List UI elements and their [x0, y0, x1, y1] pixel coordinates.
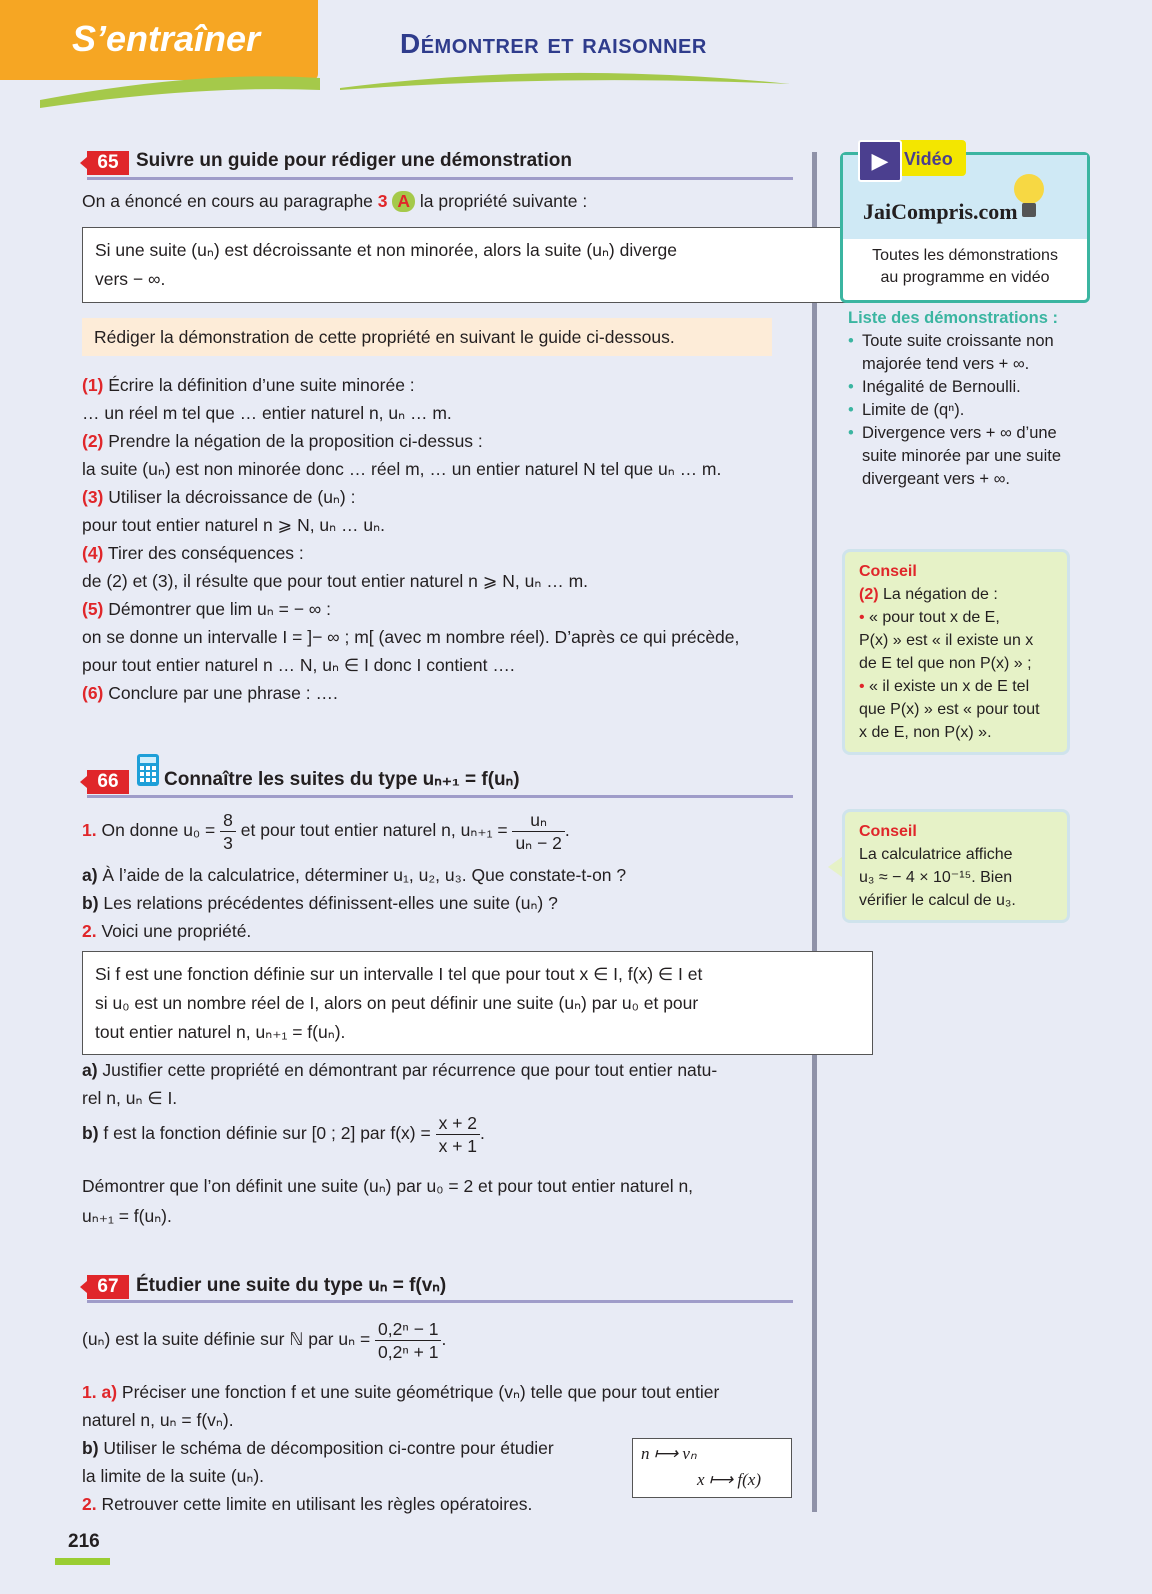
ex66-q2c: Démontrer que l’on définit une suite (uₙ) par u₀ = 2 et pour tout entier naturel n, — [82, 1176, 694, 1196]
property-box: Si f est une fonction définie sur un intervalle I tel que pour tout x ∈ I, f(x) ∈ I et si u₀ est un nombre réel de I, alors on peut définir une suite (uₙ) par u₀ et pour tout entier naturel n, uₙ₊₁ = f(uₙ). — [82, 951, 873, 1055]
play-icon[interactable]: ▶ — [858, 140, 902, 182]
guide-steps — [82, 371, 739, 707]
ex67-q1a-cont: naturel n, uₙ = f(vₙ). — [82, 1410, 234, 1430]
guide-step: … un réel m tel que … entier naturel n, uₙ … m. — [82, 403, 452, 423]
list-item: • Divergence vers + ∞ d’une suite minorée par une suite divergeant vers + ∞. — [848, 422, 1083, 491]
ex66-q2a: a) Justifier cette propriété en démontrant par récurrence que pour tout entier natu- — [82, 1060, 718, 1080]
exercise-number: 66 — [87, 770, 129, 794]
page-number: 216 — [68, 1531, 100, 1552]
ex67-q2: 2. Retrouver cette limite en utilisant les règles opératoires. — [82, 1494, 533, 1514]
property-box: Si une suite (uₙ) est décroissante et non minorée, alors la suite (uₙ) diverge vers − ∞. — [82, 227, 873, 303]
title-rule — [87, 795, 793, 798]
section-title: Démontrer et raisonner — [400, 28, 707, 59]
guide-step: (1) Écrire la définition d’une suite minorée : — [82, 375, 415, 395]
decomposition-scheme: n ⟼ vₙ x ⟼ f(x) — [632, 1438, 792, 1498]
guide-step: (6) Conclure par une phrase : …. — [82, 683, 338, 703]
ex66-q2: 2. Voici une propriété. — [82, 921, 252, 941]
advice-pointer — [828, 857, 842, 877]
guide-step: (5) Démontrer que lim uₙ = − ∞ : — [82, 599, 331, 619]
video-label: Vidéo — [904, 149, 953, 169]
task-banner: Rédiger la démonstration de cette propriété en suivant le guide ci-dessous. — [82, 318, 772, 356]
ex67-definition: (uₙ) est la suite définie sur ℕ par uₙ = $\frac{\text{0,2ⁿ − 1}}{\text{0,2ⁿ + 1}}$ . — [82, 1319, 447, 1362]
advice-box: Conseil La calculatrice affiche u₃ ≈ − 4 × 10⁻¹⁵. Bien vérifier le calcul de u₃. — [842, 809, 1070, 923]
brand-logo: JaiCompris.com — [863, 199, 1018, 224]
ex67-q1b-cont: la limite de la suite (uₙ). — [82, 1466, 265, 1486]
ex66-q1: 1. On donne u₀ = $\frac{8}{3}$ et pour tout entier naturel n, uₙ₊₁ = $\frac{\text{uₙ}}{\text{uₙ − 2}}$ . — [82, 810, 570, 853]
list-item: • Inégalité de Bernoulli. — [848, 376, 1083, 399]
guide-step: on se donne un intervalle I = ]− ∞ ; m[ (avec m nombre réel). D’après ce qui précède, — [82, 627, 740, 647]
ex66-q1a: a) À l’aide de la calculatrice, déterminer u₁, u₂, u₃. Que constate-t-on ? — [82, 865, 627, 885]
guide-step: la suite (uₙ) est non minorée donc … réel m, … un entier naturel N tel que uₙ … m. — [82, 459, 722, 479]
lightbulb-icon — [1011, 169, 1047, 223]
ex67-q1a: 1. a) Préciser une fonction f et une suite géométrique (vₙ) telle que pour tout entier — [82, 1382, 720, 1402]
exercise-number: 67 — [87, 1275, 129, 1299]
title-rule — [87, 177, 793, 180]
section-badge: A — [392, 191, 415, 212]
guide-step: (3) Utiliser la décroissance de (uₙ) : — [82, 487, 356, 507]
guide-step: (2) Prendre la négation de la proposition ci-dessus : — [82, 431, 483, 451]
guide-step: (4) Tirer des conséquences : — [82, 543, 304, 563]
list-item: • Limite de (qⁿ). — [848, 399, 1083, 422]
exercise-title: Étudier une suite du type uₙ = f(vₙ) — [136, 1275, 447, 1296]
exercise-number: 65 — [87, 151, 129, 175]
column-separator — [812, 152, 817, 1512]
ex67-q1b: b) Utiliser le schéma de décomposition ci-contre pour étudier — [82, 1438, 554, 1458]
demonstration-list: Liste des démonstrations : • Toute suite croissante non majorée tend vers + ∞. • Inégalité de Bernoulli. • Limite de (qⁿ). • Divergence vers + ∞ d’une suite minorée par une suite divergeant vers + ∞. — [848, 307, 1083, 491]
list-item: • Toute suite croissante non majorée tend vers + ∞. — [848, 330, 1083, 376]
header-swoosh — [0, 60, 800, 110]
ex66-q1b: b) Les relations précédentes définissent-elles une suite (uₙ) ? — [82, 893, 558, 913]
guide-step: pour tout entier naturel n … N, uₙ ∈ I donc I contient …. — [82, 655, 515, 675]
exercise-title: Connaître les suites du type uₙ₊₁ = f(uₙ) — [164, 769, 520, 790]
ex65-intro: On a énoncé en cours au paragraphe 3 A la propriété suivante : — [82, 191, 588, 211]
tab-label: S’entraîner — [72, 18, 261, 59]
ex66-q2b: b) f est la fonction définie sur [0 ; 2] par f(x) = $\frac{x + 2}{x + 1}$ . — [82, 1113, 485, 1156]
advice-box: Conseil (2) La négation de : • « pour tout x de E, P(x) » est « il existe un x de E tel que non P(x) » ; • « il existe un x de E tel que P(x) » est « pour tout x de E, non P(x) ». — [842, 549, 1070, 755]
ex66-q2a-cont: rel n, uₙ ∈ I. — [82, 1088, 178, 1108]
guide-step: pour tout entier naturel n ⩾ N, uₙ … uₙ. — [82, 515, 385, 535]
ex66-q2c-cont: uₙ₊₁ = f(uₙ). — [82, 1206, 172, 1226]
title-rule — [87, 1300, 793, 1303]
exercise-title: Suivre un guide pour rédiger une démonstration — [136, 150, 572, 171]
guide-step: de (2) et (3), il résulte que pour tout entier naturel n ⩾ N, uₙ … m. — [82, 571, 589, 591]
calculator-icon — [136, 753, 160, 787]
video-description: Toutes les démonstrations au programme en vidéo — [872, 247, 1058, 286]
page-number-bar — [55, 1558, 110, 1565]
